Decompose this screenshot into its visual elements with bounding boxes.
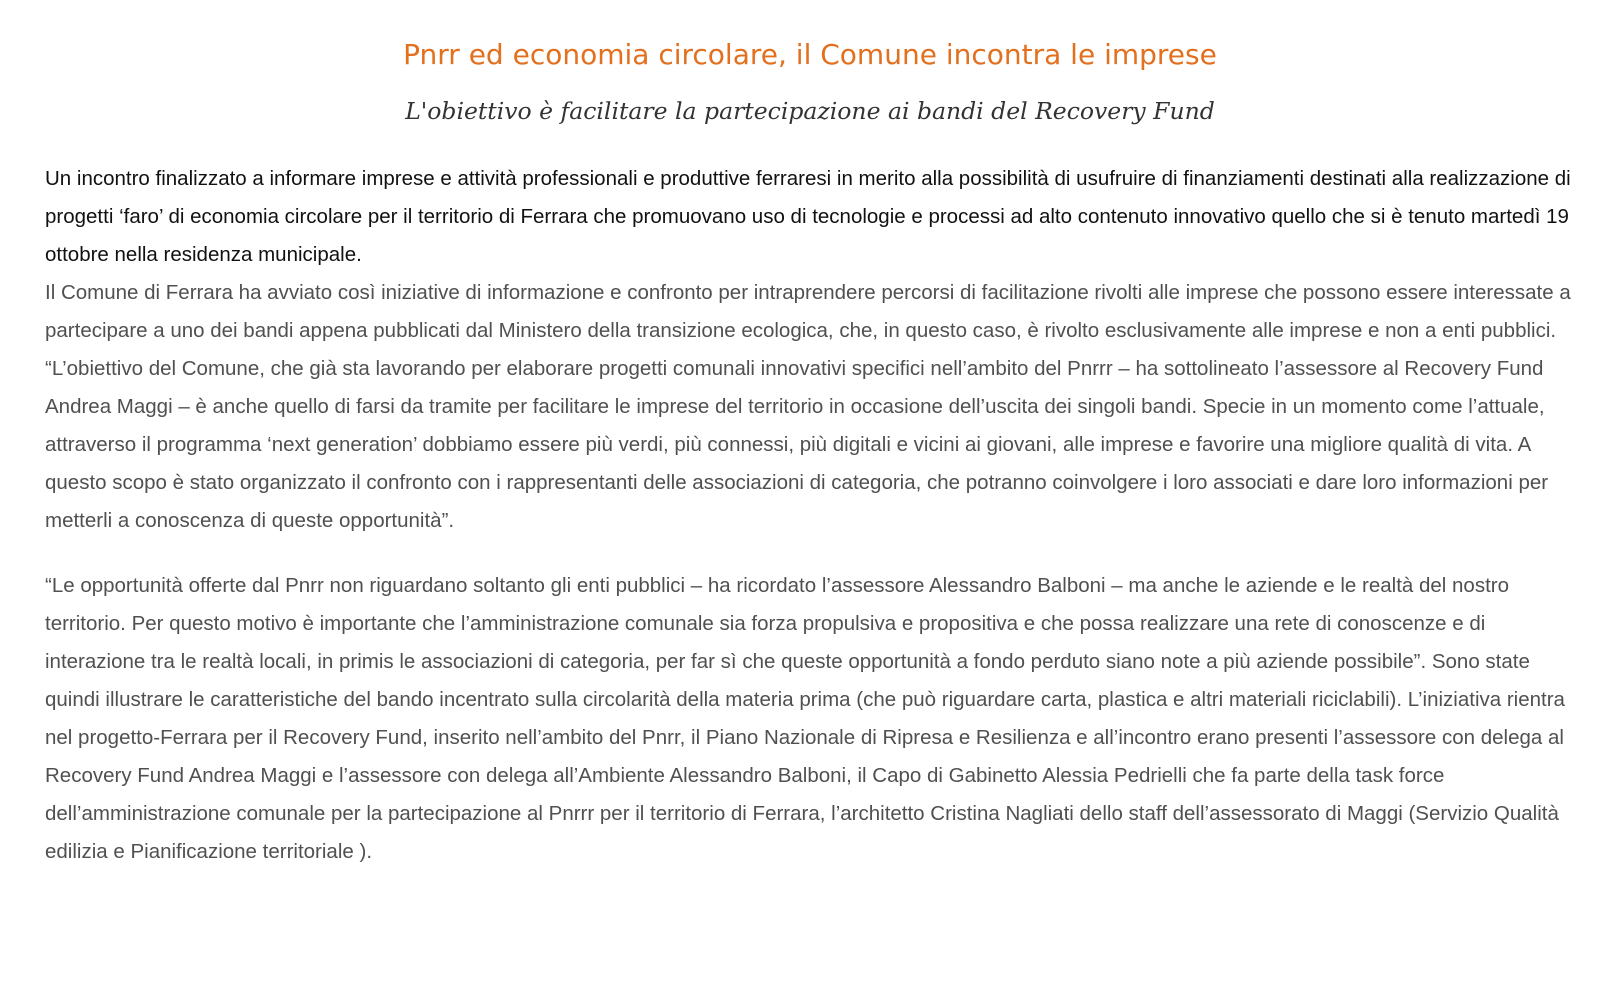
- article-title: Pnrr ed economia circolare, il Comune incontra le imprese: [403, 38, 1217, 71]
- article-lead: Un incontro finalizzato a informare imprese e attività professionali e produttive ferraresi in merito alla possibilità di usufruire di finanziamenti destinati alla realizzazione di progetti ‘faro’ di economia circolare per il territorio di Ferrara che promuovano uso di tecnologie e processi ad alto contenuto innovativo quello che si è tenuto martedì 19 ottobre nella residenza municipale.: [45, 167, 1571, 266]
- article-paragraph: “Le opportunità offerte dal Pnrr non riguardano soltanto gli enti pubblici – ha ricordato l’assessore Alessandro Balboni – ma anche le aziende e le realtà del nostro territorio. Per questo motivo è importante che l’amministrazione comunale sia forza propulsiva e propositiva e che possa realizzare una rete di conoscenze e di interazione tra le realtà locali, in primis le associazioni di categoria, per far sì che queste opportunità a fondo perduto siano note a più aziende possibile”. Sono state quindi illustrare le caratteristiche del bando incentrato sulla circolarità della materia prima (che può riguardare carta, plastica e altri materiali riciclabili). L’iniziativa rientra nel progetto-Ferrara per il Recovery Fund, inserito nell’ambito del Pnrr, il Piano Nazionale di Ripresa e Resilienza e all’incontro erano presenti l’assessore con delega al Recovery Fund Andrea Maggi e l’assessore con delega all’Ambiente Alessandro Balboni, il Capo di Gabinetto Alessia Pedrielli che fa parte della task force dell’amministrazione comunale per la partecipazione al Pnrrr per il territorio di Ferrara, l’architetto Cristina Nagliati dello staff dell’assessorato di Maggi (Servizio Qualità edilizia e Pianificazione territoriale ).: [45, 574, 1565, 863]
- article: [45, 30, 1575, 871]
- article-paragraph: Il Comune di Ferrara ha avviato così iniziative di informazione e confronto per intraprendere percorsi di facilitazione rivolti alle imprese che possono essere interessate a partecipare a uno dei bandi appena pubblicati dal Ministero della transizione ecologica, che, in questo caso, è rivolto esclusivamente alle imprese e non a enti pubblici. “L’obiettivo del Comune, che già sta lavorando per elaborare progetti comunali innovativi specifici nell’ambito del Pnrrr – ha sottolineato l’assessore al Recovery Fund Andrea Maggi – è anche quello di farsi da tramite per facilitare le imprese del territorio in occasione dell’uscita dei singoli bandi. Specie in un momento come l’attuale, attraverso il programma ‘next generation’ dobbiamo essere più verdi, più connessi, più digitali e vicini ai giovani, alle imprese e favorire una migliore qualità di vita. A questo scopo è stato organizzato il confronto con i rappresentanti delle associazioni di categoria, che potranno coinvolgere i loro associati e dare loro informazioni per metterli a conoscenza di queste opportunità”.: [45, 281, 1571, 532]
- article-subtitle: L'obiettivo è facilitare la partecipazione ai bandi del Recovery Fund: [405, 97, 1215, 125]
